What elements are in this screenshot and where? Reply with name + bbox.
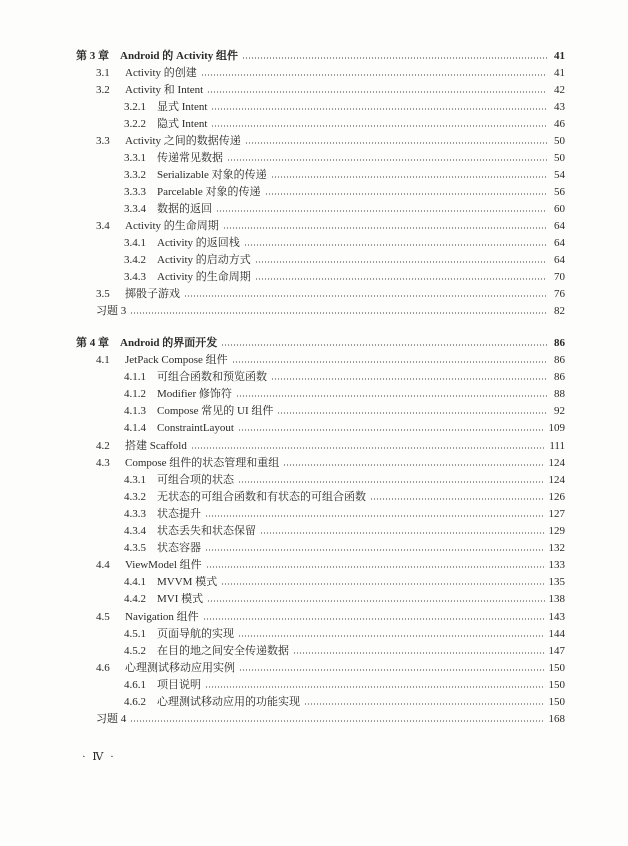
- dot-leader: [207, 600, 544, 603]
- toc-section-entry[interactable]: [96, 609, 565, 626]
- toc-subsection-entry[interactable]: [124, 116, 565, 133]
- subsection-title: Parcelable 对象的传递: [157, 186, 261, 198]
- section-number: 3.1: [96, 67, 110, 79]
- subsection-number: 4.5.2: [124, 644, 146, 657]
- subsection-number: 3.2.1: [124, 101, 146, 113]
- subsection-title: Serializable 对象的传递: [157, 169, 267, 181]
- dot-leader: [205, 549, 545, 552]
- page-number: 64: [554, 220, 565, 232]
- page-footer: · Ⅳ ·: [82, 751, 116, 763]
- exercise-title: 习题 4: [96, 713, 127, 726]
- subsection-number: 4.3.3: [124, 507, 146, 520]
- page-number: 147: [548, 644, 565, 657]
- page-number: 56: [554, 186, 565, 198]
- subsection-title: 状态丢失和状态保留: [157, 525, 256, 537]
- page-number: 133: [548, 559, 565, 572]
- toc-exercise-entry[interactable]: [96, 303, 565, 320]
- page-number: 64: [554, 254, 565, 266]
- section-number: 3.3: [96, 135, 110, 147]
- toc-exercise-entry[interactable]: [96, 711, 565, 728]
- dot-leader: [245, 142, 547, 145]
- page-number: 144: [548, 627, 565, 640]
- section-number: 4.3: [96, 456, 110, 469]
- toc-subsection-entry[interactable]: [124, 269, 565, 286]
- page-number: 88: [554, 388, 565, 401]
- page-number: 168: [548, 713, 565, 726]
- subsection-number: 4.1.1: [124, 371, 146, 384]
- dot-leader: [205, 514, 545, 517]
- page-number: 76: [554, 288, 565, 300]
- dot-leader: [265, 193, 547, 196]
- dot-leader: [184, 295, 547, 298]
- page-number: 150: [548, 696, 565, 708]
- toc-subsection-entry[interactable]: [124, 150, 565, 167]
- toc-section-entry[interactable]: [96, 660, 565, 677]
- dot-leader: [205, 685, 545, 688]
- section-title: ViewModel 组件: [125, 559, 202, 572]
- subsection-number: 3.3.1: [124, 152, 146, 164]
- page-number: 150: [548, 678, 565, 691]
- page-number: 124: [548, 473, 565, 486]
- dot-leader: [271, 378, 547, 381]
- subsection-number: 4.1.2: [124, 388, 146, 401]
- dot-leader: [201, 74, 547, 77]
- dot-leader: [203, 617, 545, 620]
- subsection-title: ConstraintLayout: [157, 422, 234, 435]
- toc-section-entry[interactable]: [96, 82, 565, 99]
- dot-leader: [242, 57, 547, 60]
- page-number: 64: [554, 237, 565, 249]
- toc-subsection-entry[interactable]: [124, 235, 565, 252]
- dot-leader: [207, 91, 547, 94]
- dot-leader: [271, 176, 547, 179]
- toc-chapter-3[interactable]: [76, 48, 565, 65]
- exercise-title: 习题 3: [96, 305, 127, 317]
- subsection-number: 3.4.1: [124, 237, 146, 249]
- subsection-title: 可组合项的状态: [157, 473, 234, 486]
- toc-section-entry[interactable]: [96, 438, 565, 455]
- page-number: 138: [548, 593, 565, 606]
- page-number: 150: [548, 661, 565, 674]
- toc-section-entry[interactable]: [96, 286, 565, 303]
- toc-section-entry[interactable]: [96, 557, 565, 574]
- subsection-title: Activity 的返回栈: [157, 237, 240, 249]
- subsection-number: 4.6.2: [124, 696, 146, 708]
- toc-section-entry[interactable]: [96, 65, 565, 82]
- dot-leader: [236, 395, 547, 398]
- toc-subsection-entry[interactable]: [124, 574, 565, 591]
- dot-leader: [304, 703, 545, 706]
- subsection-number: 4.6.1: [124, 678, 146, 691]
- subsection-title: Activity 的启动方式: [157, 254, 251, 266]
- section-title: 心理测试移动应用实例: [125, 661, 235, 674]
- page-number: 86: [554, 337, 565, 349]
- chapter-number: 第 4 章: [76, 337, 109, 349]
- subsection-title: 可组合函数和预览函数: [157, 371, 267, 384]
- dot-leader: [244, 244, 547, 247]
- section-number: 3.4: [96, 220, 110, 232]
- section-title: 掷骰子游戏: [125, 288, 180, 300]
- toc-subsection-entry[interactable]: [124, 99, 565, 116]
- dot-leader: [211, 125, 547, 128]
- page-number: 42: [554, 84, 565, 96]
- toc-chapter-4[interactable]: [76, 335, 565, 352]
- page-number: 129: [548, 525, 565, 537]
- page-number: 109: [548, 422, 565, 435]
- subsection-number: 4.4.1: [124, 576, 146, 589]
- subsection-title: 心理测试移动应用的功能实现: [157, 696, 300, 708]
- subsection-title: 项目说明: [157, 678, 201, 691]
- subsection-number: 4.3.1: [124, 473, 146, 486]
- toc-subsection-entry[interactable]: [124, 677, 565, 694]
- page-number: 132: [548, 542, 565, 555]
- page-number: 46: [554, 118, 565, 130]
- dot-leader: [211, 108, 547, 111]
- subsection-title: 显式 Intent: [157, 101, 208, 113]
- subsection-title: 状态提升: [157, 507, 201, 520]
- subsection-number: 4.3.2: [124, 490, 146, 503]
- toc-subsection-entry[interactable]: [124, 420, 565, 437]
- subsection-number: 4.4.2: [124, 593, 146, 606]
- section-number: 4.1: [96, 354, 110, 366]
- page-number: 50: [554, 135, 565, 147]
- toc-subsection-entry[interactable]: [124, 472, 565, 489]
- toc-section-entry[interactable]: [96, 133, 565, 150]
- section-number: 4.4: [96, 559, 110, 572]
- page-number: 43: [554, 101, 565, 113]
- dot-leader: [221, 583, 544, 586]
- subsection-number: 3.3.3: [124, 186, 146, 198]
- toc-subsection-entry[interactable]: [124, 489, 565, 506]
- subsection-title: Activity 的生命周期: [157, 271, 251, 283]
- section-number: 3.2: [96, 84, 110, 96]
- dot-leader: [238, 480, 545, 483]
- toc-section-entry[interactable]: [96, 455, 565, 472]
- section-number: 4.6: [96, 661, 110, 674]
- section-title: JetPack Compose 组件: [125, 354, 228, 366]
- dot-leader: [260, 532, 545, 535]
- page-number: 127: [548, 507, 565, 520]
- dot-leader: [370, 497, 545, 500]
- toc-subsection-entry[interactable]: [124, 506, 565, 523]
- subsection-number: 4.1.3: [124, 405, 146, 418]
- toc-subsection-entry[interactable]: [124, 403, 565, 420]
- chapter-number: 第 3 章: [76, 50, 109, 62]
- subsection-title: MVI 模式: [157, 593, 204, 606]
- toc-subsection-entry[interactable]: [124, 201, 565, 218]
- page-number: 41: [554, 67, 565, 79]
- section-number: 4.2: [96, 439, 110, 452]
- subsection-title: MVVM 模式: [157, 576, 218, 589]
- page-number: 60: [554, 203, 565, 215]
- page-number: 126: [548, 490, 565, 503]
- toc-subsection-entry[interactable]: [124, 523, 565, 540]
- toc-subsection-entry[interactable]: [124, 694, 565, 711]
- dot-leader: [221, 344, 547, 347]
- toc-subsection-entry[interactable]: [124, 591, 565, 608]
- dot-leader: [277, 412, 547, 415]
- section-number: 4.5: [96, 610, 110, 623]
- section-title: Compose 组件的状态管理和重组: [125, 456, 280, 469]
- chapter-title: Android 的 Activity 组件: [120, 50, 239, 62]
- page-number: 111: [549, 439, 565, 452]
- page-number: 143: [548, 610, 565, 623]
- toc-subsection-entry[interactable]: [124, 643, 565, 660]
- section-title: Activity 的生命周期: [125, 220, 219, 232]
- page-number: 92: [554, 405, 565, 418]
- dot-leader: [191, 446, 545, 449]
- page-number: 124: [548, 456, 565, 469]
- subsection-number: 3.3.2: [124, 169, 146, 181]
- toc-subsection-entry[interactable]: [124, 252, 565, 269]
- page-number: 70: [554, 271, 565, 283]
- dot-leader: [232, 361, 547, 364]
- subsection-title: Compose 常见的 UI 组件: [157, 405, 274, 418]
- subsection-title: 页面导航的实现: [157, 627, 234, 640]
- page-number: 41: [554, 50, 565, 62]
- subsection-title: Modifier 修饰符: [157, 388, 232, 401]
- page-number: 50: [554, 152, 565, 164]
- section-title: Activity 和 Intent: [125, 84, 204, 96]
- section-title: 搭建 Scaffold: [125, 439, 187, 452]
- subsection-title: 传递常见数据: [157, 152, 223, 164]
- subsection-number: 3.4.3: [124, 271, 146, 283]
- section-title: Activity 之间的数据传递: [125, 135, 241, 147]
- subsection-number: 4.3.5: [124, 542, 146, 555]
- toc-subsection-entry[interactable]: [124, 167, 565, 184]
- toc-subsection-entry[interactable]: [124, 184, 565, 201]
- toc-subsection-entry[interactable]: [124, 369, 565, 386]
- subsection-number: 3.2.2: [124, 118, 146, 130]
- section-number: 3.5: [96, 288, 110, 300]
- toc-subsection-entry[interactable]: [124, 386, 565, 403]
- page-number: 82: [554, 305, 565, 317]
- page-number: 54: [554, 169, 565, 181]
- subsection-title: 无状态的可组合函数和有状态的可组合函数: [157, 490, 366, 503]
- dot-leader: [283, 463, 544, 466]
- dot-leader: [130, 720, 544, 723]
- dot-leader: [255, 278, 547, 281]
- section-title: Navigation 组件: [125, 610, 199, 623]
- subsection-number: 4.3.4: [124, 525, 146, 537]
- section-title: Activity 的创建: [125, 67, 197, 79]
- dot-leader: [223, 227, 547, 230]
- dot-leader: [206, 566, 545, 569]
- page-number: 86: [554, 371, 565, 384]
- dot-leader: [227, 159, 547, 162]
- dot-leader: [238, 634, 545, 637]
- page-number: 86: [554, 354, 565, 366]
- toc-section-entry[interactable]: [96, 352, 565, 369]
- dot-leader: [255, 261, 547, 264]
- chapter-title: Android 的界面开发: [120, 337, 218, 349]
- subsection-number: 3.4.2: [124, 254, 146, 266]
- toc-subsection-entry[interactable]: [124, 626, 565, 643]
- subsection-title: 在目的地之间安全传递数据: [157, 644, 289, 657]
- dot-leader: [238, 429, 545, 432]
- toc-section-entry[interactable]: [96, 218, 565, 235]
- subsection-title: 数据的返回: [157, 203, 212, 215]
- dot-leader: [293, 651, 545, 654]
- dot-leader: [216, 210, 547, 213]
- page-number: 135: [548, 576, 565, 589]
- dot-leader: [239, 668, 545, 671]
- subsection-title: 状态容器: [157, 542, 201, 555]
- subsection-number: 4.5.1: [124, 627, 146, 640]
- subsection-number: 3.3.4: [124, 203, 146, 215]
- toc-subsection-entry[interactable]: [124, 540, 565, 557]
- subsection-title: 隐式 Intent: [157, 118, 208, 130]
- dot-leader: [130, 312, 547, 315]
- subsection-number: 4.1.4: [124, 422, 146, 435]
